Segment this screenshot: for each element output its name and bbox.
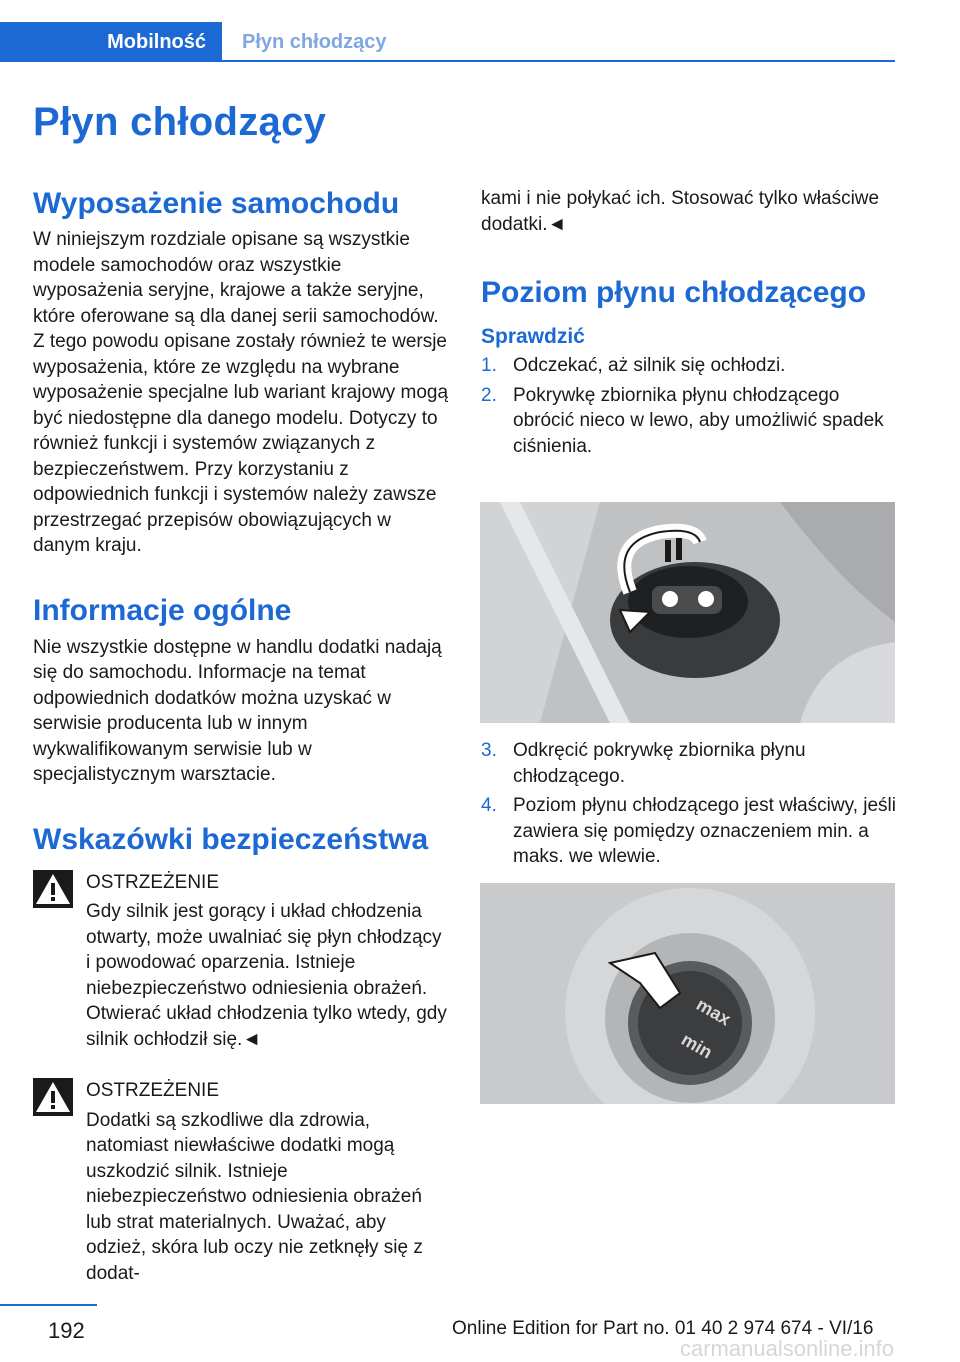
page-number: 192 [48,1318,85,1343]
step-text: Pokrywkę zbiornika płynu chłodzącego obrócić nieco w lewo, aby umożliwić spadek ciśnienia. [513,384,884,457]
page-number-rule [0,1304,97,1306]
warning-2-title: OSTRZEŻENIE [86,1080,220,1101]
step-number: 2. [481,384,497,406]
general-info-text: Nie wszystkie dostępne w handlu dodatki nadają się do samochodu. Informacje na temat odpowiednich dodatków można uzyskać w serwisie producenta lub w innym wykwalifikowanym serwisie lub w specjalistycznym warsztacie. [33,636,442,785]
warning-2-text [33,1108,449,1287]
steps-list-b [481,738,896,870]
safety-heading: Wskazówki bezpieczeństwa [33,822,429,856]
header-topic-label[interactable]: Płyn chłodzący [242,31,387,53]
step-text: Odczekać, aż silnik się ochłodzi. [513,355,786,376]
warning-triangle-icon [33,870,73,908]
right-column [481,186,896,459]
steps-list-a [481,353,896,459]
coolant-level-heading: Poziom płynu chłodzącego [481,276,867,309]
equipment-heading: Wyposażenie samochodu [33,187,400,220]
step-text: Odkręcić pokrywkę zbiornika płynu chłodzącego. [513,740,806,787]
equipment-text: W niniejszym rozdziale opisane są wszystkie modele samochodów oraz wszystkie wyposażenia seryjne, krajowe a także seryjne, które oferowane są dla danej serii samochodów. Z tego powodu opisane zostały również te wersje wyposażenia, które ze względu na wybrane wyposażenie specjalne lub wariant krajowy mogą być niedostępne dla danego modelu. Dotyczy to również funkcji i systemów związanych z bezpieczeństwem. Przy korzystaniu z odpowiednich funkcji i systemów należy zawsze przestrzegać przepisów obowiązujących w danym kraju. [33,229,449,556]
warning-1-text [33,899,449,1052]
min-mark-label: min [678,1029,716,1063]
warning-block-1 [33,868,449,1053]
edition-footer: Online Edition for Part no. 01 40 2 974 674 - VI/16 [452,1318,874,1339]
check-heading: Sprawdzić [481,325,585,348]
left-column [33,186,449,1286]
warning-2-text-body: Dodatki są szkodliwe dla zdrowia, natomiast niewłaściwe dodatki mogą uszkodzić silnik. Istnieje niebezpieczeństwo odniesienia obrażeń lub strat materialnych. Uważać, aby odzież, skóra lub oczy nie zetknęły się z dodat- [86,1109,423,1284]
warning-block-2 [33,1076,449,1286]
warning-1-text-body: Gdy silnik jest gorący i układ chłodzenia otwarty, może uwalniać się płyn chłodzący i powodować oparzenia. Istnieje niebezpieczeństwo odniesienia obrażeń. Otwierać układ chłodzenia tylko wtedy, gdy silnik ochłodził się.◄ [86,901,447,1050]
header-rule [0,60,895,62]
warning-1-title: OSTRZEŻENIE [86,871,220,893]
continuation-text: kami i nie połykać ich. Stosować tylko właściwe dodatki.◄ [481,188,880,235]
list-item [481,738,896,789]
list-item [481,383,896,460]
step-text: Poziom płynu chłodzącego jest właściwy, jeśli zawiera się pomiędzy oznaczeniem min. a maks. we wlewie. [513,795,896,867]
page-title: Płyn chłodzący [33,100,327,144]
coolant-filler-neck-photo [480,883,895,1104]
step-number: 3. [481,740,497,761]
general-info-heading: Informacje ogólne [33,593,292,627]
warning-triangle-icon [33,1078,73,1116]
list-item [481,793,896,870]
coolant-cap-photo [480,502,895,723]
step-number: 4. [481,795,497,816]
watermark: carmanualsonline.info [680,1336,895,1361]
step-number: 1. [481,355,497,376]
right-column-lower [481,738,896,870]
header-section-label: Mobilność [107,31,206,53]
list-item [481,353,896,379]
header-tab-section[interactable] [0,22,222,62]
max-mark-label: max [693,994,735,1030]
